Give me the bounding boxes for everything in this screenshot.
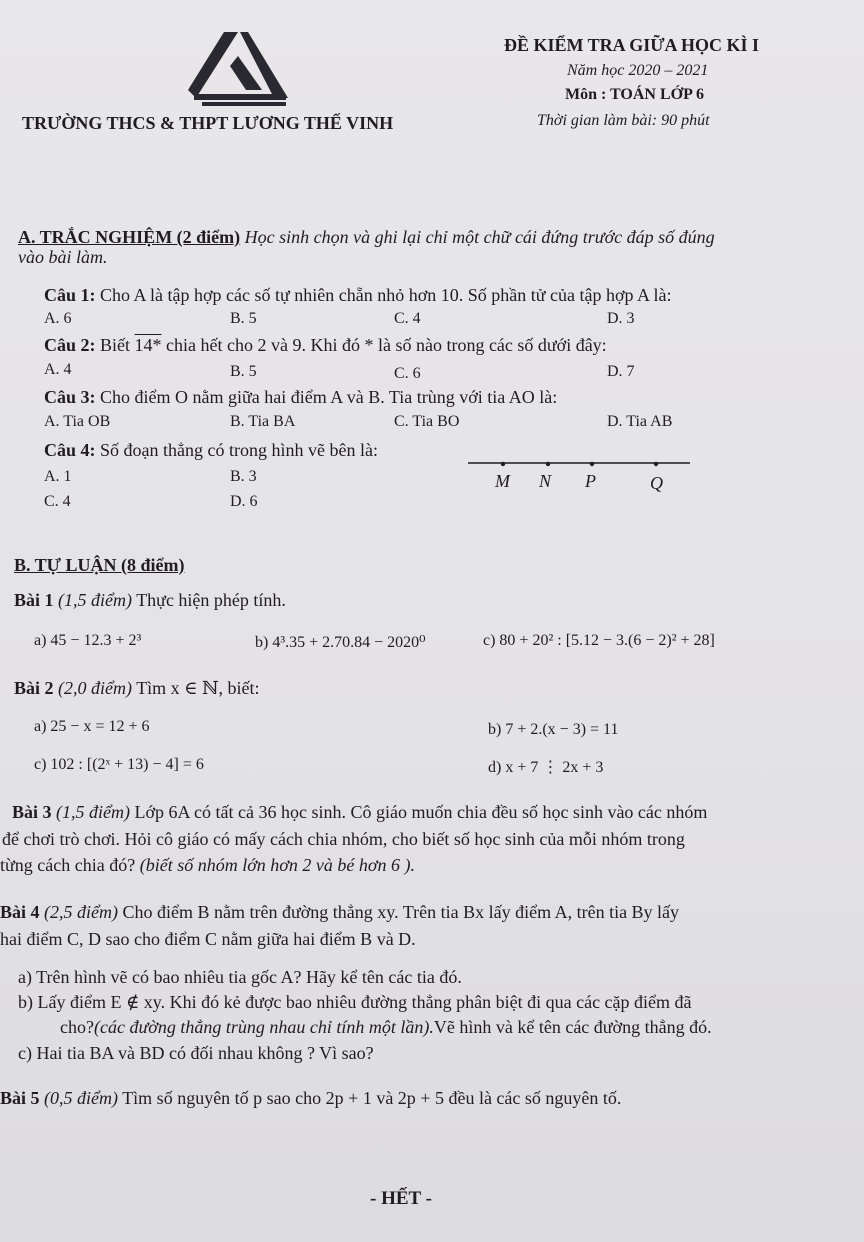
question-text: chia hết cho 2 và 9. Khi đó * là số nào trong các số dưới đây: xyxy=(166,335,607,355)
question-1 xyxy=(44,285,672,306)
bai-2-d: d) x + 7 ⋮ 2x + 3 xyxy=(488,759,604,776)
point-label-p: P xyxy=(585,471,596,491)
duration: Thời gian làm bài: 90 phút xyxy=(537,112,710,129)
option-a: A. Tia OB xyxy=(44,413,111,430)
point-label-q: Q xyxy=(650,473,663,493)
exam-title: ĐỀ KIỂM TRA GIỮA HỌC KÌ I xyxy=(504,35,760,55)
exercise-label: Bài 2 xyxy=(14,678,54,698)
exercise-points: (2,0 điểm) xyxy=(58,678,132,698)
part-a-heading-line xyxy=(18,227,715,248)
bai-1 xyxy=(14,590,286,611)
part-a-instruction: Học sinh chọn và ghi lại chỉ một chữ cái đứng trước đáp số đúng xyxy=(244,227,715,247)
bai-1-c: c) 80 + 20² : [5.12 − 3.(6 − 2)² + 28] xyxy=(483,632,715,649)
point-p xyxy=(590,462,594,466)
bai-4-line-2: hai điểm C, D sao cho điểm C nằm giữa hai điểm B và D. xyxy=(0,929,416,949)
question-label: Câu 4: xyxy=(44,440,96,460)
point-m xyxy=(501,462,505,466)
bai-5 xyxy=(0,1088,621,1109)
bai-1-b: b) 4³.35 + 2.70.84 − 2020⁰ xyxy=(255,634,426,651)
option-b: B. 5 xyxy=(230,363,257,380)
question-text: Biết xyxy=(100,335,131,355)
question-2 xyxy=(44,335,607,356)
question-4 xyxy=(44,440,378,461)
option-a: A. 4 xyxy=(44,361,72,378)
overline-number: 14* xyxy=(134,335,162,355)
option-c: C. 4 xyxy=(44,493,71,510)
school-year: Năm học 2020 – 2021 xyxy=(567,62,709,79)
exercise-points: (2,5 điểm) xyxy=(44,902,118,922)
question-label: Câu 2: xyxy=(44,335,96,355)
question-label: Câu 3: xyxy=(44,387,96,407)
bai-4 xyxy=(0,902,679,923)
exercise-label: Bài 5 xyxy=(0,1088,40,1108)
bai-2-c: c) 102 : [(2ˣ + 13) − 4] = 6 xyxy=(34,756,204,773)
exercise-text: Lớp 6A có tất cả 36 học sinh. Cô giáo muốn chia đều số học sinh vào các nhóm xyxy=(134,802,708,822)
exercise-points: (1,5 điểm) xyxy=(56,802,130,822)
option-b: B. 3 xyxy=(230,468,257,485)
question-label: Câu 1: xyxy=(44,285,96,305)
exercise-text: Tìm số nguyên tố p sao cho 2p + 1 và 2p + 5 đều là các số nguyên tố. xyxy=(122,1088,622,1108)
option-d: D. 6 xyxy=(230,493,258,510)
bai-2-b: b) 7 + 2.(x − 3) = 11 xyxy=(488,721,619,738)
part-b-heading: B. TỰ LUẬN (8 điểm) xyxy=(14,555,185,575)
bai-2 xyxy=(14,678,259,699)
question-text: Cho điểm O nằm giữa hai điểm A và B. Tia trùng với tia AO là: xyxy=(100,387,558,407)
end-marker: - HẾT - xyxy=(370,1188,432,1209)
question-text: Số đoạn thẳng có trong hình vẽ bên là: xyxy=(100,440,378,460)
bai-3-line-3 xyxy=(0,855,415,876)
exercise-text: Thực hiện phép tính. xyxy=(136,590,286,610)
exercise-text: Cho điểm B nằm trên đường thẳng xy. Trên tia Bx lấy điểm A, trên tia By lấy xyxy=(122,902,680,922)
point-q xyxy=(654,462,658,466)
subject: Môn : TOÁN LỚP 6 xyxy=(565,86,704,103)
point-n xyxy=(546,462,550,466)
exercise-note: (biết số nhóm lớn hơn 2 và bé hơn 6 ). xyxy=(139,855,415,875)
exercise-label: Bài 3 xyxy=(12,802,52,822)
option-d: D. Tia AB xyxy=(607,413,673,430)
option-a: A. 6 xyxy=(44,310,72,327)
bai-3-line-2: để chơi trò chơi. Hỏi cô giáo có mấy cách chia nhóm, cho biết số học sinh của mỗi nhóm trong xyxy=(2,829,685,849)
exercise-label: Bài 1 xyxy=(14,590,54,610)
bai-4-b-cont xyxy=(60,1017,712,1038)
bai-4-a: a) Trên hình vẽ có bao nhiêu tia gốc A? Hãy kể tên các tia đó. xyxy=(18,967,462,987)
exercise-text: từng cách chia đó? xyxy=(0,855,136,875)
exercise-note: (các đường thẳng trùng nhau chỉ tính một lần). xyxy=(93,1017,434,1037)
exercise-text: Tìm x ∈ ℕ, biết: xyxy=(136,678,260,698)
option-d: D. 3 xyxy=(607,310,635,327)
school-logo xyxy=(188,28,296,108)
option-b: B. 5 xyxy=(230,310,257,327)
exercise-label: Bài 4 xyxy=(0,902,40,922)
option-a: A. 1 xyxy=(44,468,72,485)
point-label-n: N xyxy=(539,471,552,491)
part-a-instruction-cont: vào bài làm. xyxy=(18,247,108,267)
exercise-text: Vẽ hình và kể tên các đường thẳng đó. xyxy=(433,1017,712,1037)
option-c: C. 4 xyxy=(394,310,421,327)
question-3 xyxy=(44,387,557,408)
exercise-points: (0,5 điểm) xyxy=(44,1088,118,1108)
bai-4-b: b) Lấy điểm E ∉ xy. Khi đó kẻ được bao nhiêu đường thẳng phân biệt đi qua các cặp điểm đã xyxy=(18,992,692,1012)
option-c: C. Tia BO xyxy=(394,413,460,430)
bai-1-a: a) 45 − 12.3 + 2³ xyxy=(34,632,142,649)
option-d: D. 7 xyxy=(607,363,635,380)
bai-2-a: a) 25 − x = 12 + 6 xyxy=(34,718,150,735)
exercise-text: cho? xyxy=(60,1017,94,1037)
part-a-heading: A. TRẮC NGHIỆM (2 điểm) xyxy=(18,227,241,247)
exercise-points: (1,5 điểm) xyxy=(58,590,132,610)
bai-4-c: c) Hai tia BA và BD có đối nhau không ? Vì sao? xyxy=(18,1043,374,1063)
option-c: C. 6 xyxy=(394,365,421,382)
school-name: TRƯỜNG THCS & THPT LƯƠNG THẾ VINH xyxy=(22,113,394,133)
question-text: Cho A là tập hợp các số tự nhiên chẵn nhỏ hơn 10. Số phần tử của tập hợp A là: xyxy=(100,285,672,305)
point-label-m: M xyxy=(495,471,510,491)
option-b: B. Tia BA xyxy=(230,413,296,430)
bai-3 xyxy=(12,802,707,823)
